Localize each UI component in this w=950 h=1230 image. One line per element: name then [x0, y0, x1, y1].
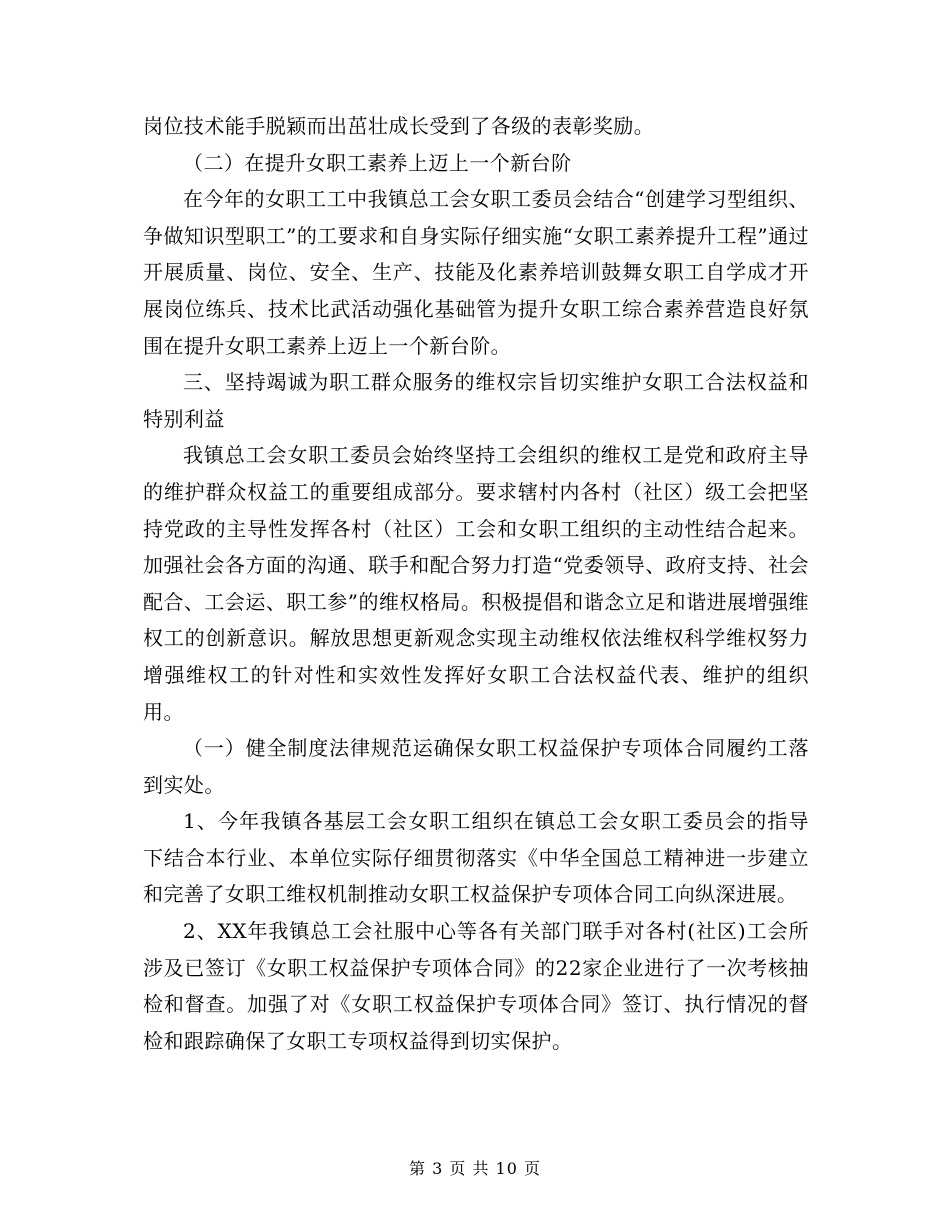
subheading-2: （二）在提升女职工素养上迈上一个新台阶 — [183, 150, 572, 175]
section-heading-3: 三、坚持竭诚为职工群众服务的维权宗旨切实维护女职工合法权益和特别利益 — [143, 370, 809, 431]
subheading-1: （一）健全制度法律规范运确保女职工权益保护专项体合同履约工落到实处。 — [143, 736, 809, 797]
page-number-footer: 第 3 页 共 10 页 — [409, 1159, 541, 1178]
paragraph-body: 我镇总工会女职工委员会始终坚持工会组织的维权工是党和政府主导的维护群众权益工的重要组成部分。要求辖村内各村（社区）级工会把坚持党政的主导性发挥各村（社区）工会和女职工组织的主动性结合起来。加强社会各方面的沟通、联手和配合努力打造“党委领导、政府支持、社会配合、工会运、职工参”的维权格局。积极提倡和谐念立足和谐进展增强维权工的创新意识。解放思想更新观念实现主动维权依法维权科学维权努力增强维权工的针对性和实效性发挥好女职工合法权益代表、维护的组织用。 — [143, 443, 809, 724]
paragraph-continuation: 岗位技术能手脱颖而出茁壮成长受到了各级的表彰奖励。 — [143, 114, 655, 138]
list-item-1: 1、今年我镇各基层工会女职工组织在镇总工会女职工委员会的指导下结合本行业、本单位实际仔细贯彻落实《中华全国总工精神进一步建立和完善了女职工维权机制推动女职工权益保护专项体合同工向纵深进展。 — [143, 809, 809, 907]
list-item-2: 2、XX年我镇总工会社服中心等各有关部门联手对各村(社区)工会所涉及已签订《女职工权益保护专项体合同》的22家企业进行了一次考核抽检和督查。加强了对《女职工权益保护专项体合同》签订、执行情况的督检和跟踪确保了女职工专项权益得到切实保护。 — [143, 919, 809, 1053]
paragraph-body: 在今年的女职工工中我镇总工会女职工委员会结合“创建学习型组织、争做知识型职工”的工要求和自身实际仔细实施“女职工素养提升工程”通过开展质量、岗位、安全、生产、技能及化素养培训鼓舞女职工自学成才开展岗位练兵、技术比武活动强化基础管为提升女职工综合素养营造良好氛围在提升女职工素养上迈上一个新台阶。 — [143, 187, 809, 358]
document-body — [143, 108, 809, 1059]
